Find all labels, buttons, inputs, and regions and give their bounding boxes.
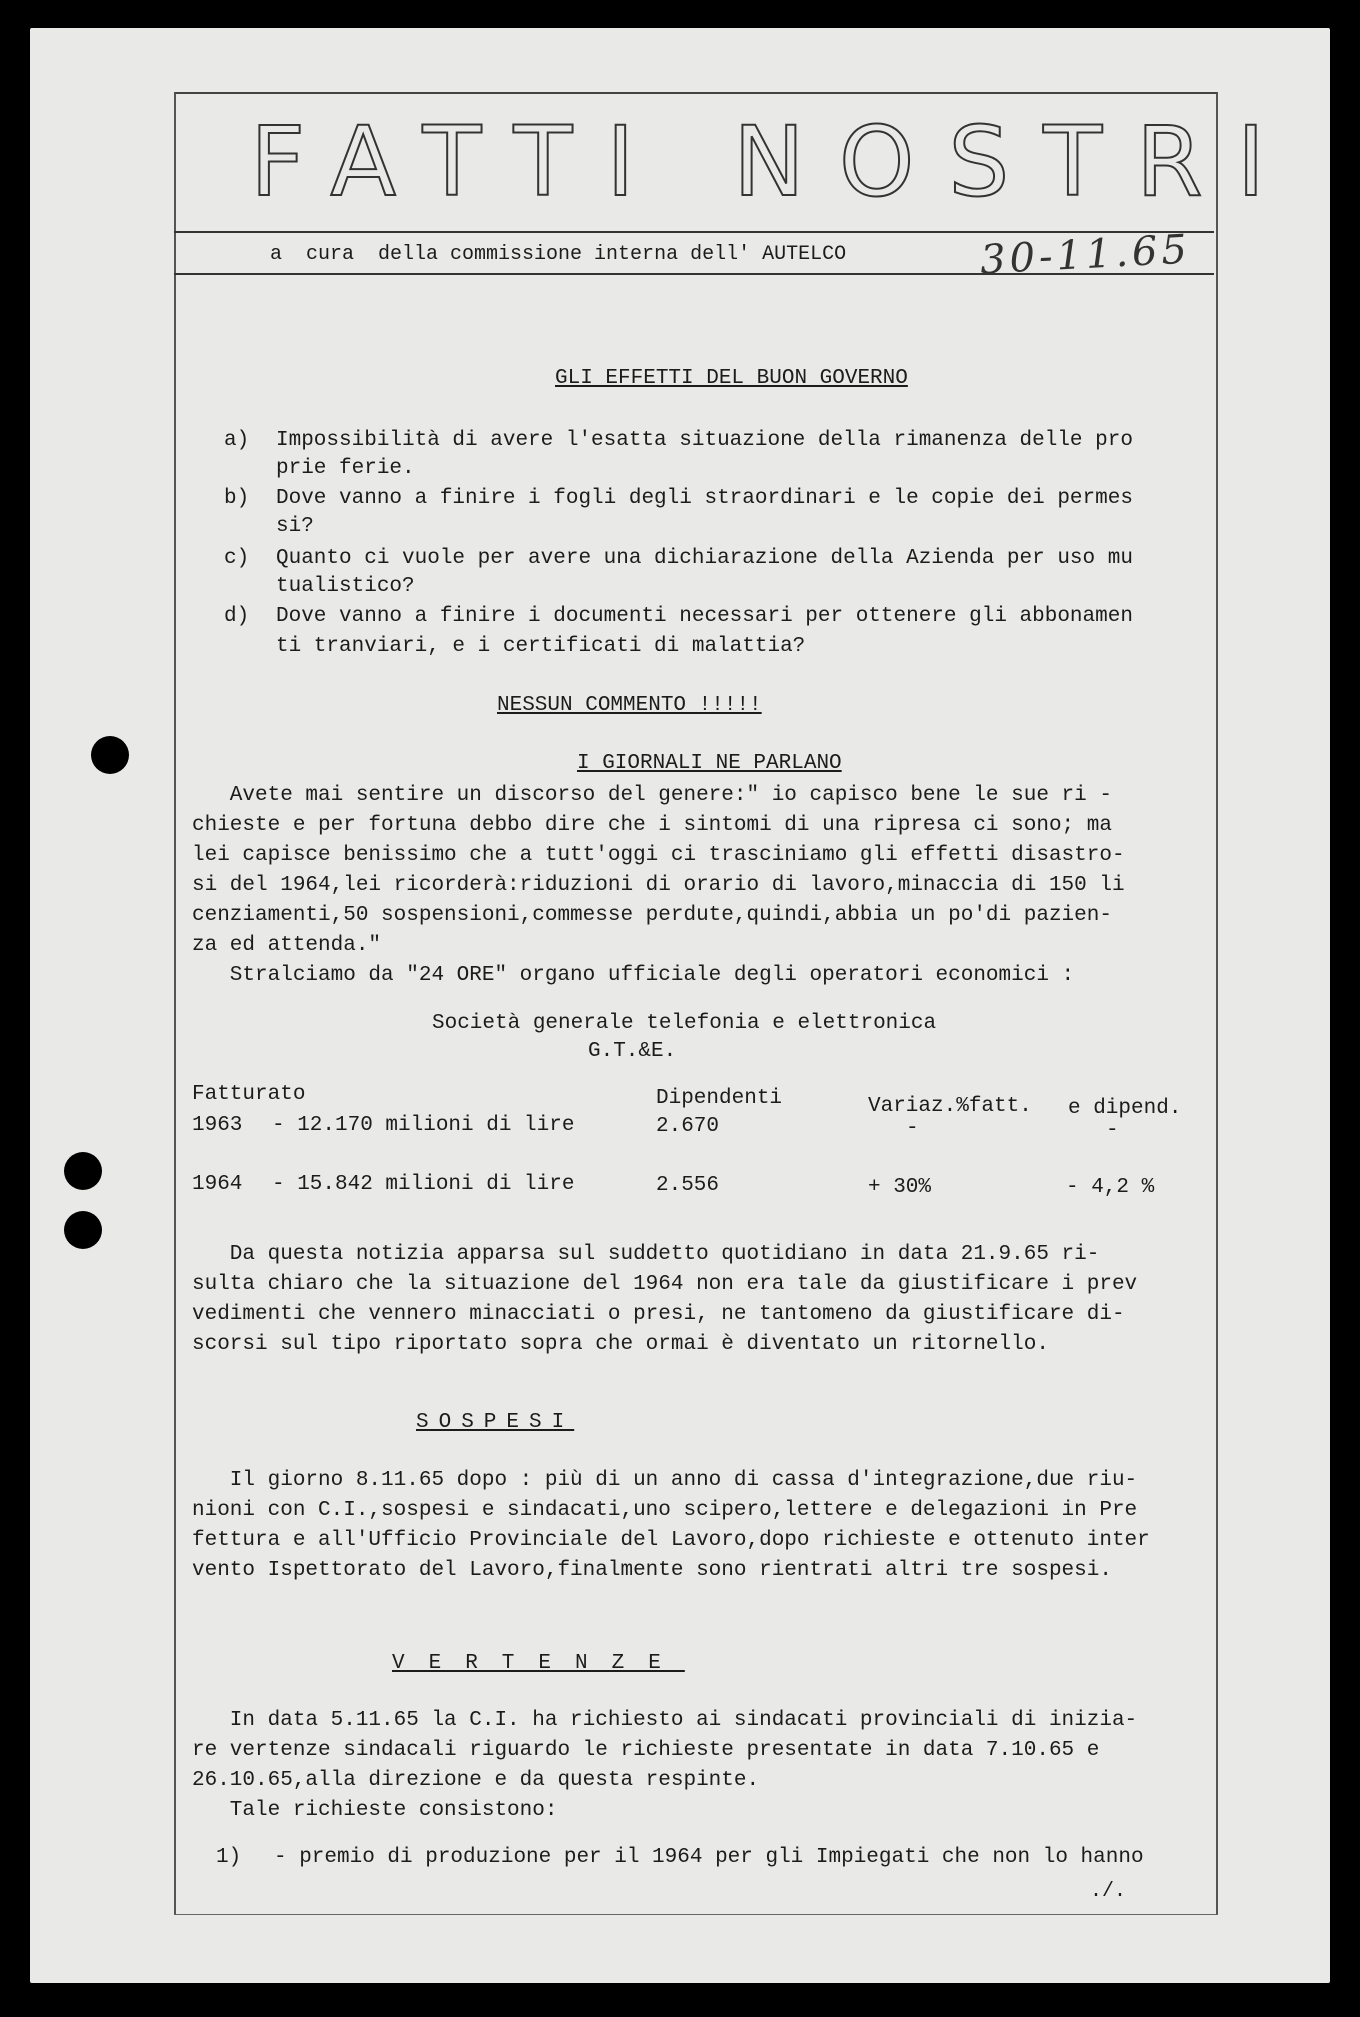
text-line: fettura e all'Ufficio Provinciale del Lavoro,dopo richieste e ottenuto inter <box>192 1529 1150 1552</box>
table-header-dipend: e dipend. <box>1068 1097 1182 1120</box>
punch-hole-bottom <box>64 1211 102 1249</box>
handwritten-date: 30-11.65 <box>978 226 1192 284</box>
text-line: Da questa notizia apparsa sul suddetto quotidiano in data 21.9.65 ri- <box>192 1243 1100 1266</box>
row-variazione: + 30% <box>868 1176 932 1199</box>
row-fatturato: - 15.842 milioni di lire <box>272 1173 575 1196</box>
text-line: Avete mai sentire un discorso del genere:" io capisco bene le sue ri - <box>192 784 1112 807</box>
list-marker: c) <box>224 547 250 570</box>
section-heading-giornali: I GIORNALI NE PARLANO <box>577 752 842 775</box>
text-line: Il giorno 8.11.65 dopo : più di un anno di cassa d'integrazione,due riu- <box>192 1469 1138 1492</box>
text-line: chieste e per fortuna debbo dire che i sintomi di una ripresa ci sono; ma <box>192 814 1112 837</box>
text-line: In data 5.11.65 la C.I. ha richiesto ai sindacati provinciali di inizia- <box>192 1709 1138 1732</box>
punch-hole-top <box>91 736 129 774</box>
company-acronym: G.T.&E. <box>588 1040 677 1063</box>
list-marker: 1) <box>216 1846 242 1869</box>
paragraph-discorso <box>192 781 1152 991</box>
row-dipendenti: 2.556 <box>656 1174 720 1197</box>
table-header-fatturato: Fatturato <box>192 1083 306 1106</box>
paragraph-sospesi <box>192 1466 1152 1586</box>
row-year: 1964 <box>192 1173 243 1196</box>
list-text-continued: ti tranviari, e i certificati di malattia? <box>276 635 806 658</box>
row-dipend: - <box>1106 1119 1119 1142</box>
text-line: cenziamenti,50 sospensioni,commesse perdute,quindi,abbia un po'di pazien- <box>192 904 1112 927</box>
masthead-title: FATTI NOSTRI <box>250 106 1300 218</box>
text-line: Tale richieste consistono: <box>192 1799 558 1822</box>
section-heading-vertenze: VERTENZE <box>392 1652 685 1675</box>
text-line: sulta chiaro che la situazione del 1964 non era tale da giustificare i prev <box>192 1273 1138 1296</box>
row-variazione: - <box>906 1117 919 1140</box>
text-line: si del 1964,lei ricorderà:riduzioni di orario di lavoro,minaccia di 150 li <box>192 874 1125 897</box>
list-text: Dove vanno a finire i documenti necessari per ottenere gli abbonamen <box>276 605 1133 628</box>
paragraph-notizia <box>192 1240 1152 1360</box>
text-line: vento Ispettorato del Lavoro,finalmente sono rientrati altri tre sospesi. <box>192 1559 1112 1582</box>
page-border <box>174 92 1300 1915</box>
text-line: za ed attenda." <box>192 934 382 957</box>
list-text: - premio di produzione per il 1964 per gli Impiegati che non lo hanno <box>274 1846 1144 1869</box>
text-line: re vertenze sindacali riguardo le richieste presentate in data 7.10.65 e <box>192 1739 1100 1762</box>
list-text-continued: tualistico? <box>276 575 415 598</box>
list-marker: a) <box>224 429 250 452</box>
header-rule-bottom <box>174 273 1214 275</box>
text-line: 26.10.65,alla direzione e da questa respinte. <box>192 1769 760 1792</box>
row-dipend: - 4,2 % <box>1066 1176 1155 1199</box>
row-dipendenti: 2.670 <box>656 1115 720 1138</box>
section-heading-buon-governo: GLI EFFETTI DEL BUON GOVERNO <box>555 367 908 390</box>
text-line: lei capisce benissimo che a tutt'oggi ci trasciniamo gli effetti disastro- <box>192 844 1125 867</box>
list-text-continued: prie ferie. <box>276 457 415 480</box>
punch-hole-middle <box>64 1152 102 1190</box>
list-text: Dove vanno a finire i fogli degli straordinari e le copie dei permes <box>276 487 1133 510</box>
list-text-continued: si? <box>276 515 314 538</box>
text-line: Stralciamo da "24 ORE" organo ufficiale degli operatori economici : <box>192 964 1075 987</box>
row-year: 1963 <box>192 1114 243 1137</box>
masthead-subtitle: a cura della commissione interna dell' AUTELCO <box>270 243 847 266</box>
company-name: Società generale telefonia e elettronica <box>432 1012 937 1035</box>
text-line: scorsi sul tipo riportato sopra che ormai è diventato un ritornello. <box>192 1333 1049 1356</box>
list-marker: b) <box>224 487 250 510</box>
row-fatturato: - 12.170 milioni di lire <box>272 1114 575 1137</box>
table-header-dipendenti: Dipendenti <box>656 1087 783 1110</box>
continuation-mark: ./. <box>1090 1880 1127 1903</box>
section-heading-sospesi: SOSPESI <box>416 1411 575 1434</box>
text-line: vedimenti che vennero minacciati o presi, ne tantomeno da giustificare di- <box>192 1303 1125 1326</box>
table-header-variazione: Variaz.%fatt. <box>868 1095 1032 1118</box>
list-text: Quanto ci vuole per avere una dichiarazione della Azienda per uso mu <box>276 547 1133 570</box>
list-text: Impossibilità di avere l'esatta situazione della rimanenza delle pro <box>276 429 1133 452</box>
closing-remark: NESSUN COMMENTO !!!!! <box>497 694 762 717</box>
paragraph-vertenze <box>192 1706 1152 1826</box>
list-marker: d) <box>224 605 250 628</box>
text-line: nioni con C.I.,sospesi e sindacati,uno scipero,lettere e delegazioni in Pre <box>192 1499 1138 1522</box>
